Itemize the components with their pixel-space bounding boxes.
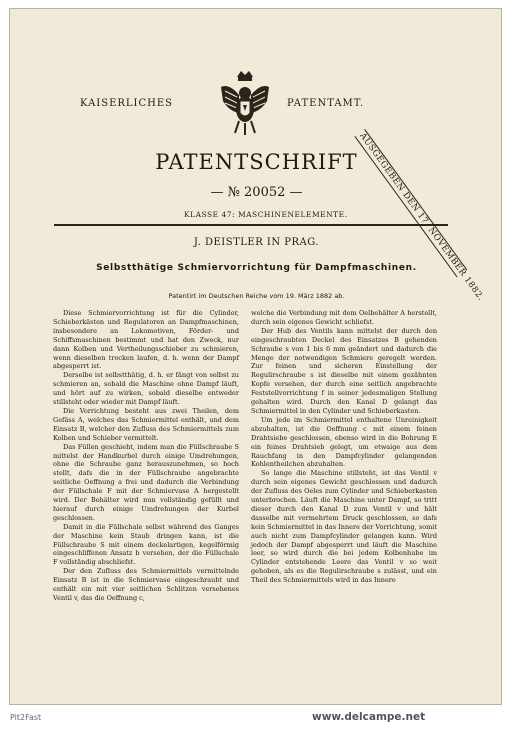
patent-date-line: Patentirt im Deutschen Reiche vom 19. März 1882 ab. — [168, 292, 345, 300]
site-watermark: www.delcampe.net — [312, 711, 426, 723]
header-right-text: PATENTAMT. — [287, 98, 365, 109]
divider-line — [54, 224, 448, 226]
paragraph: Um jede im Schmiermittel enthaltene Unreinigkeit abzuhalten, ist die Oeffnung c mit einem feinen Drahtsiebe geschlossen, ebenso wird in die Bohrung E ein feines Drahtsieb gelegt, um etwaige aus dem Rauchfang in den Dampfcylinder gelangenden Kohlentheilchen abzuhalten. — [251, 415, 437, 469]
patent-class: KLASSE 47: MASCHINENELEMENTE. — [184, 210, 348, 219]
paragraph: Der Hub des Ventils kann mittelst der durch den eingeschraubten Deckel des Einsatzes B gehenden Schraube s von 1 bis 6 mm geändert und dadurch die Menge der notwendigen Schmiere geregelt werden. Zur feinen und sicheren Einstellung der Regulirschraube s ist dieselbe mit einem gezähnten Kopfe versehen, der durch eine seitlich angebrachte Feststellvorrichtung f in seiner jedesmaligen Stellung gehalten wird. Durch den Kanal D gelangt das Schmiermittel in den Cylinder und Schieberkasten. — [251, 326, 437, 415]
document-title: PATENTSCHRIFT — [155, 150, 358, 174]
patent-number: — № 20052 — — [210, 185, 303, 200]
issue-date-stamp: AUSGEGEBEN DEN 17. NOVEMBER 1882. — [354, 129, 467, 277]
paragraph: Diese Schmiervorrichtung ist für die Cylinder, Schieberkästen und Regulatoren an Dampfmaschinen, insbesondere an Lokomotiven, Förder- und Schiffsmaschinen bestimmt und hat den Zweck, nur dann Kolben und Vertheilungsschieber zu schmieren, wenn dieselben trocken laufen, d. h. wenn der Dampf abgesperrt ist. — [53, 309, 239, 371]
patent-subtitle: Selbstthätige Schmiervorrichtung für Dampfmaschinen. — [96, 263, 417, 273]
paragraph: So lange die Maschine stillsteht, ist das Ventil v durch sein eigenes Gewicht geschlossen und dadurch der Zufluss des Oeles zum Cylinder und Schieberkasten unterbrochen. Läuft die Maschine unter Dampf, so tritt dieser durch den Kanal D zum Ventil v und hält dasselbe mit vermehrtem Druck geschlossen, so dafs kein Schmiermittel in das Innere der Vorrichtung, somit auch nicht zum Dampfcylinder gelangen kann. Wird jedoch der Dampf abgesperrt und läuft die Maschine leer, so wird durch die bei jedem Kolbenhube im Cylinder entstehende Leere das Ventil v so weit gehoben, als es die Regulirschraube s zulässt, und ein Theil des Schmiermittels wird in das Innere — [251, 469, 437, 585]
paragraph: Der den Zufluss des Schmiermittels vermittelnde Einsatz B ist in die Schmiervase eingeschraubt und enthält ein mit vier seitlichen Schlitzen versehenes Ventil v, das die Oeffnung c, — [53, 567, 239, 602]
paragraph: Das Füllen geschieht, indem man die Füllschraube S mittelst der Handkurbel durch einige Umdrehungen, ohne die Schraube ganz herauszunehmen, so hoch stellt, dafs die in der Füllschraube angebrachte seitliche Oeffnung a frei und dadurch die Verbindung der Füllschale F mit der Schmiervase A hergestellt wird. Der Behälter wird nun vollständig gefüllt und hierauf durch einige Umdrehungen der Kurbel geschlossen. — [53, 442, 239, 522]
header-left-text: KAISERLICHES — [80, 98, 174, 109]
imperial-eagle-emblem — [217, 67, 273, 137]
paragraph: Derselbe ist selbstthätig, d. h. er fängt von selbst zu schmieren an, sobald die Maschine ohne Dampf läuft, und hört auf zu wirken, sobald dieselbe entweder stillsteht oder wieder mit Dampf läuft. — [53, 371, 239, 407]
paragraph: Damit in die Füllschale selbst während des Ganges der Maschine kein Staub dringen kann, ist die Füllschraube S mit einem deckelartigen, kegelförmig eingeschliffenen Ansatz b versehen, der die Füllschale F vollständig abschliefst. — [53, 522, 239, 567]
paragraph: welche die Verbindung mit dem Oelbehälter A herstellt, durch sein eigenes Gewicht schliefst. — [251, 309, 437, 326]
inventor-name: J. DEISTLER IN PRAG. — [193, 237, 320, 248]
paragraph: Die Vorrichtung besteht aus zwei Theilen, dem Gefäss A, welches das Schmiermittel enthält, und dem Einsatz B, welcher den Zufluss des Schmiermittels zum Kolben und Schieber vermittelt. — [53, 406, 239, 442]
right-text-column — [251, 309, 437, 585]
patent-document — [9, 8, 502, 705]
seller-watermark: Pit2Fast — [10, 713, 42, 722]
left-text-column — [53, 309, 239, 603]
